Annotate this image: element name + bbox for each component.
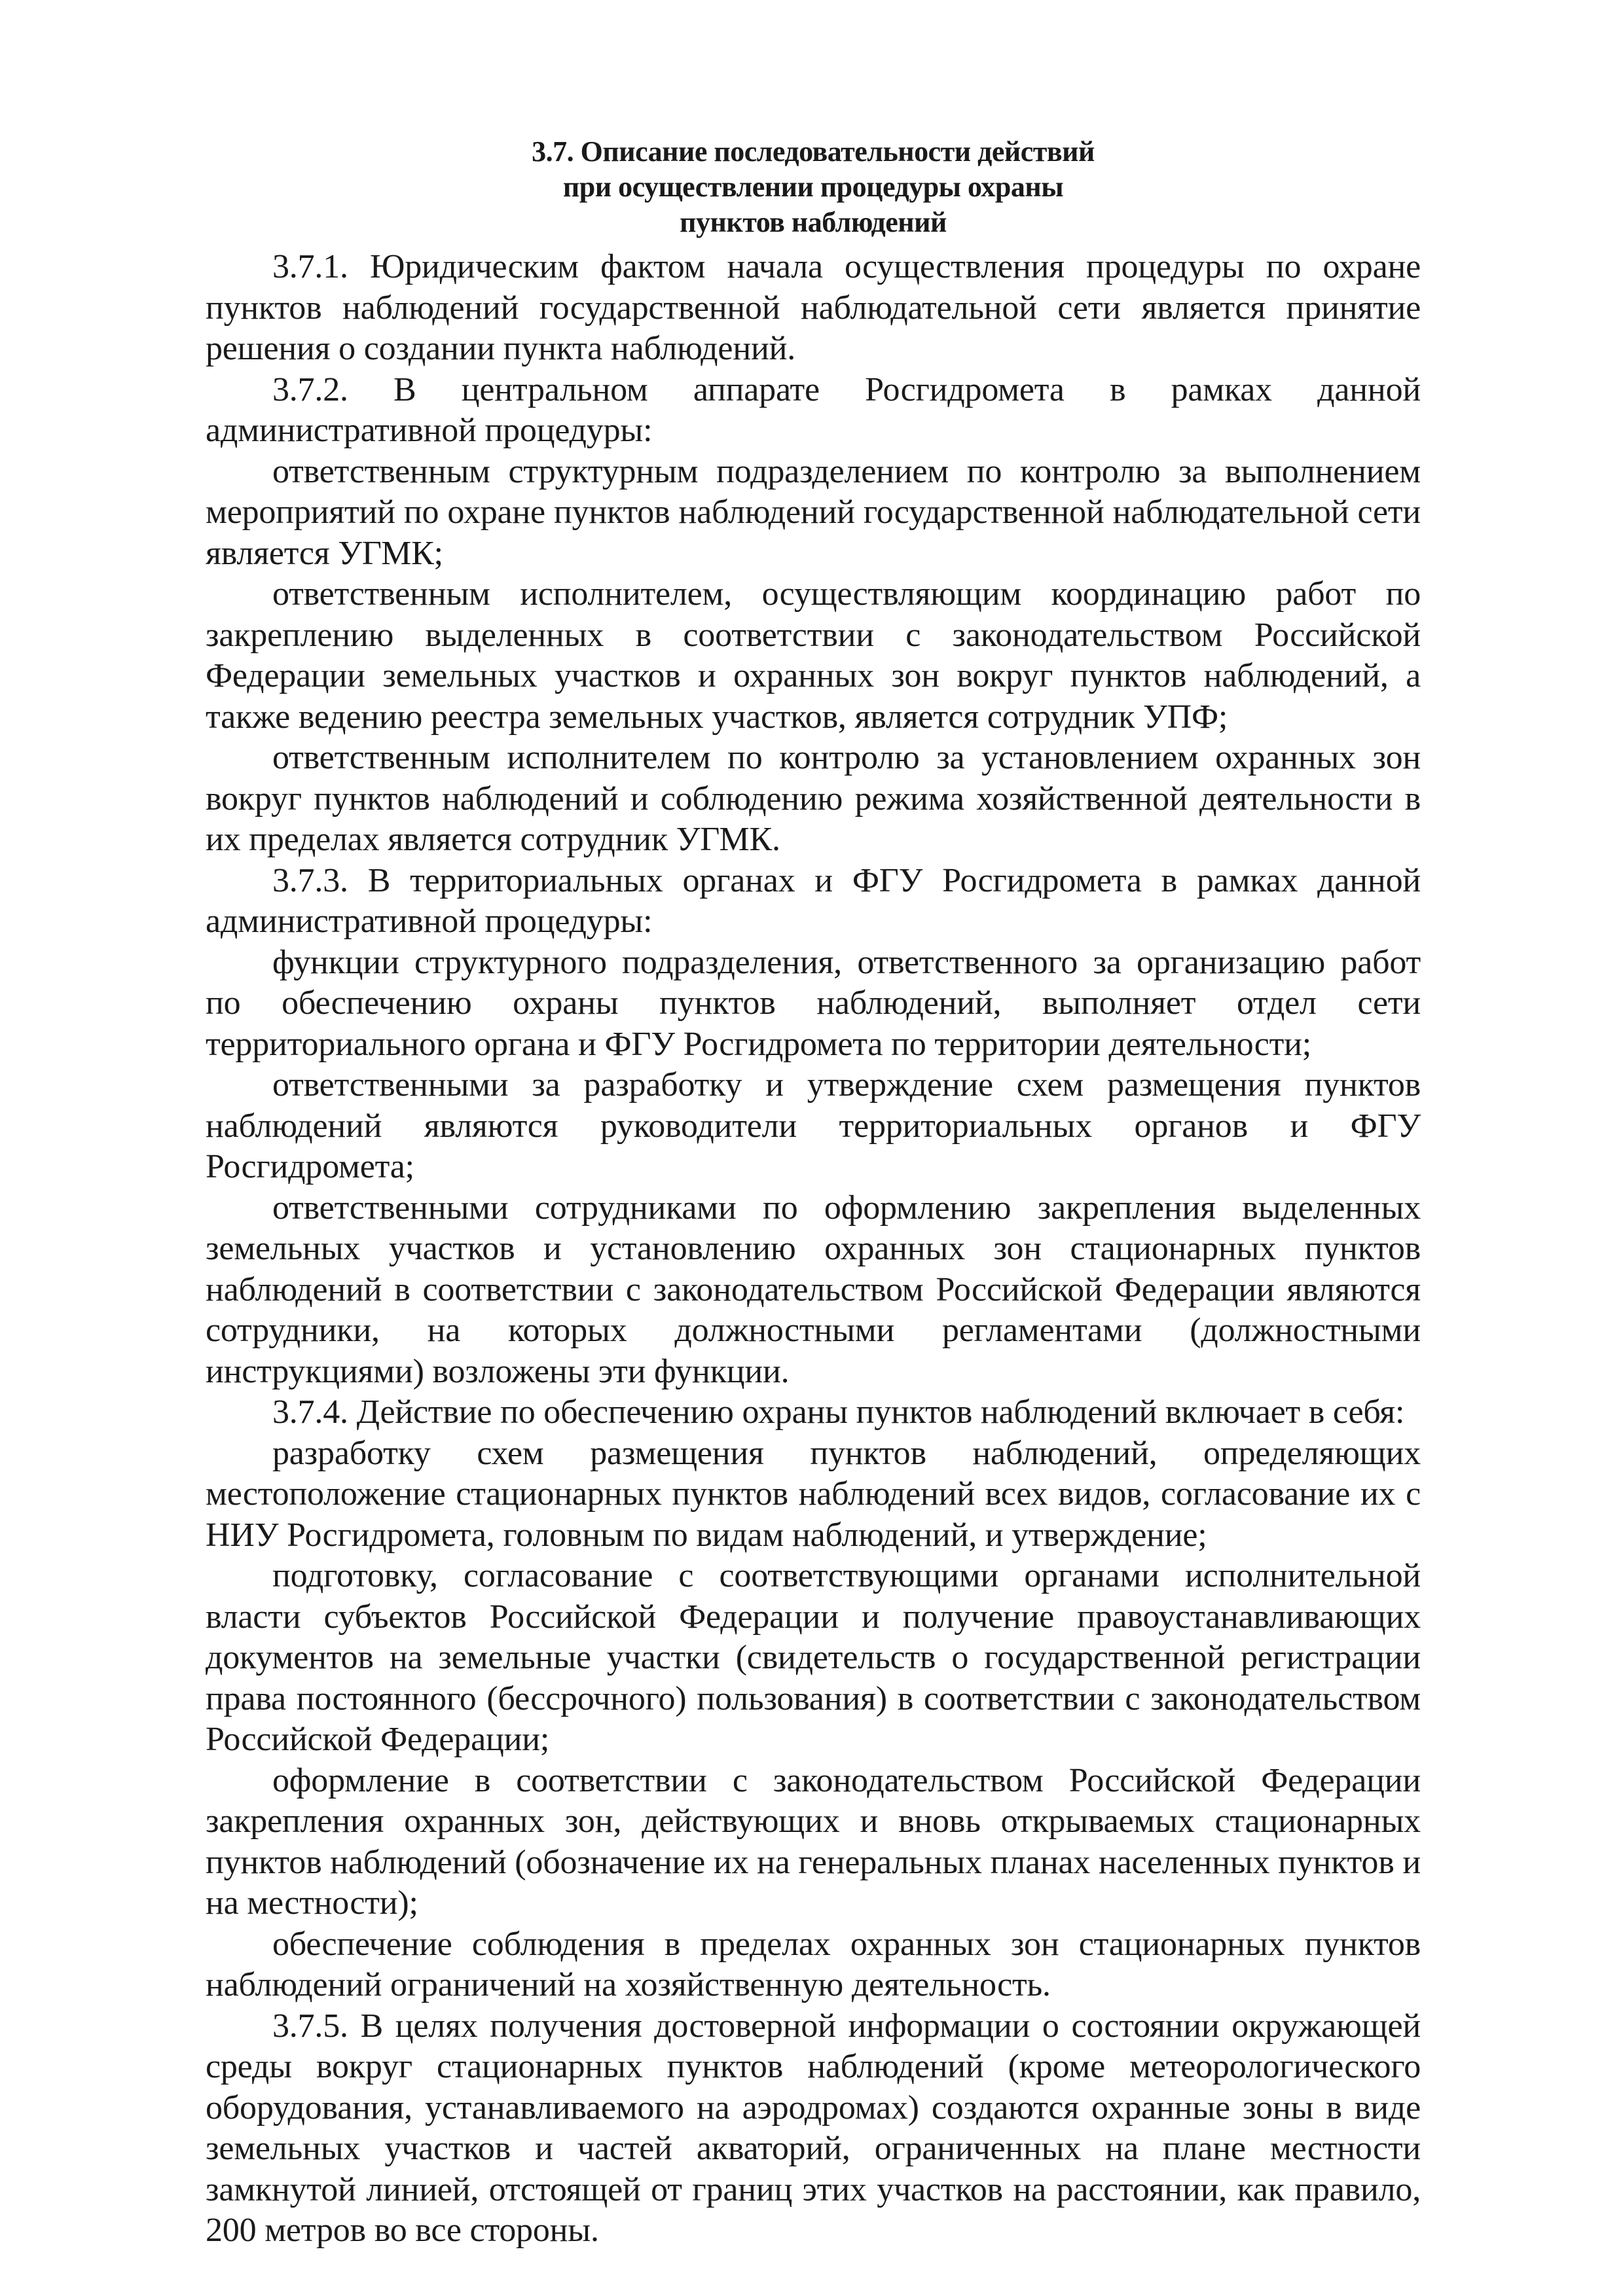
- section-body: [206, 247, 1421, 2251]
- paragraph-network-department: функции структурного подразделения, ответственного за организацию работ по обеспечению охраны пунктов наблюдений, выполняет отдел сети территориального органа и ФГУ Росгидромета по территории деятельности;: [206, 943, 1421, 1063]
- paragraph-protection-zones: оформление в соответствии с законодательством Российской Федерации закрепления охранных зон, действующих и вновь открываемых стационарных пунктов наблюдений (обозначение их на генеральных планах населенных пунктов и на местности);: [206, 1761, 1421, 1922]
- paragraph-3-7-1: 3.7.1. Юридическим фактом начала осуществления процедуры по охране пунктов наблюдений государственной наблюдательной сети является принятие решения о создании пункта наблюдений.: [206, 248, 1421, 367]
- paragraph-3-7-4: 3.7.4. Действие по обеспечению охраны пунктов наблюдений включает в себя:: [272, 1393, 1405, 1431]
- paragraph-3-7-2: 3.7.2. В центральном аппарате Росгидромета в рамках данной административной процедуры:: [206, 370, 1421, 449]
- paragraph-3-7-5: 3.7.5. В целях получения достоверной информации о состоянии окружающей среды вокруг стационарных пунктов наблюдений (кроме метеорологического оборудования, устанавливаемого на аэродромах) создаются охранные зоны в виде земельных участков и частей акваторий, ограниченных на плане местности замкнутой линией, отстоящей от границ этих участков на расстоянии, как правило, 200 метров во все стороны.: [206, 2007, 1421, 2249]
- document-page: [206, 134, 1421, 2251]
- paragraph-ugmk-executor: ответственным исполнителем по контролю за установлением охранных зон вокруг пунктов наблюдений и соблюдению режима хозяйственной деятельности в их пределах является сотрудник УГМК.: [206, 739, 1421, 858]
- paragraph-scheme-development: разработку схем размещения пунктов наблюдений, определяющих местоположение стационарных пунктов наблюдений всех видов, согласование их с НИУ Росгидромета, головным по видам наблюдений, и утверждение;: [206, 1434, 1421, 1554]
- paragraph-scheme-responsibility: ответственными за разработку и утверждение схем размещения пунктов наблюдений являются руководители территориальных органов и ФГУ Росгидромета;: [206, 1066, 1421, 1185]
- paragraph-ugmk-structural-unit: ответственным структурным подразделением по контролю за выполнением мероприятий по охране пунктов наблюдений государственной наблюдательной сети является УГМК;: [206, 452, 1421, 572]
- paragraph-upf-executor: ответственным исполнителем, осуществляющим координацию работ по закреплению выделенных в соответствии с законодательством Российской Федерации земельных участков и охранных зон вокруг пунктов наблюдений, а также ведению реестра земельных участков, является сотрудник УПФ;: [206, 575, 1421, 736]
- section-title: [206, 134, 1421, 240]
- section-title-line-3: пунктов наблюдений: [680, 206, 947, 238]
- paragraph-land-registration-staff: ответственными сотрудниками по оформлению закрепления выделенных земельных участков и установлению охранных зон стационарных пунктов наблюдений в соответствии с законодательством Российской Федерации являются сотрудники, на которых должностными регламентами (должностными инструкциями) возложены эти функции.: [206, 1189, 1421, 1390]
- paragraph-restrictions: обеспечение соблюдения в пределах охранных зон стационарных пунктов наблюдений ограничений на хозяйственную деятельность.: [206, 1925, 1421, 2003]
- section-title-line-1: 3.7. Описание последовательности действий: [532, 135, 1095, 168]
- paragraph-3-7-3: 3.7.3. В территориальных органах и ФГУ Росгидромета в рамках данной административной процедуры:: [206, 861, 1421, 940]
- section-title-line-2: при осуществлении процедуры охраны: [562, 171, 1064, 203]
- paragraph-documents-preparation: подготовку, согласование с соответствующими органами исполнительной власти субъектов Российской Федерации и получение правоустанавливающих документов на земельные участки (свидетельств о государственной регистрации права постоянного (бессрочного) пользования) в соответствии с законодательством Российской Федерации;: [206, 1557, 1421, 1758]
